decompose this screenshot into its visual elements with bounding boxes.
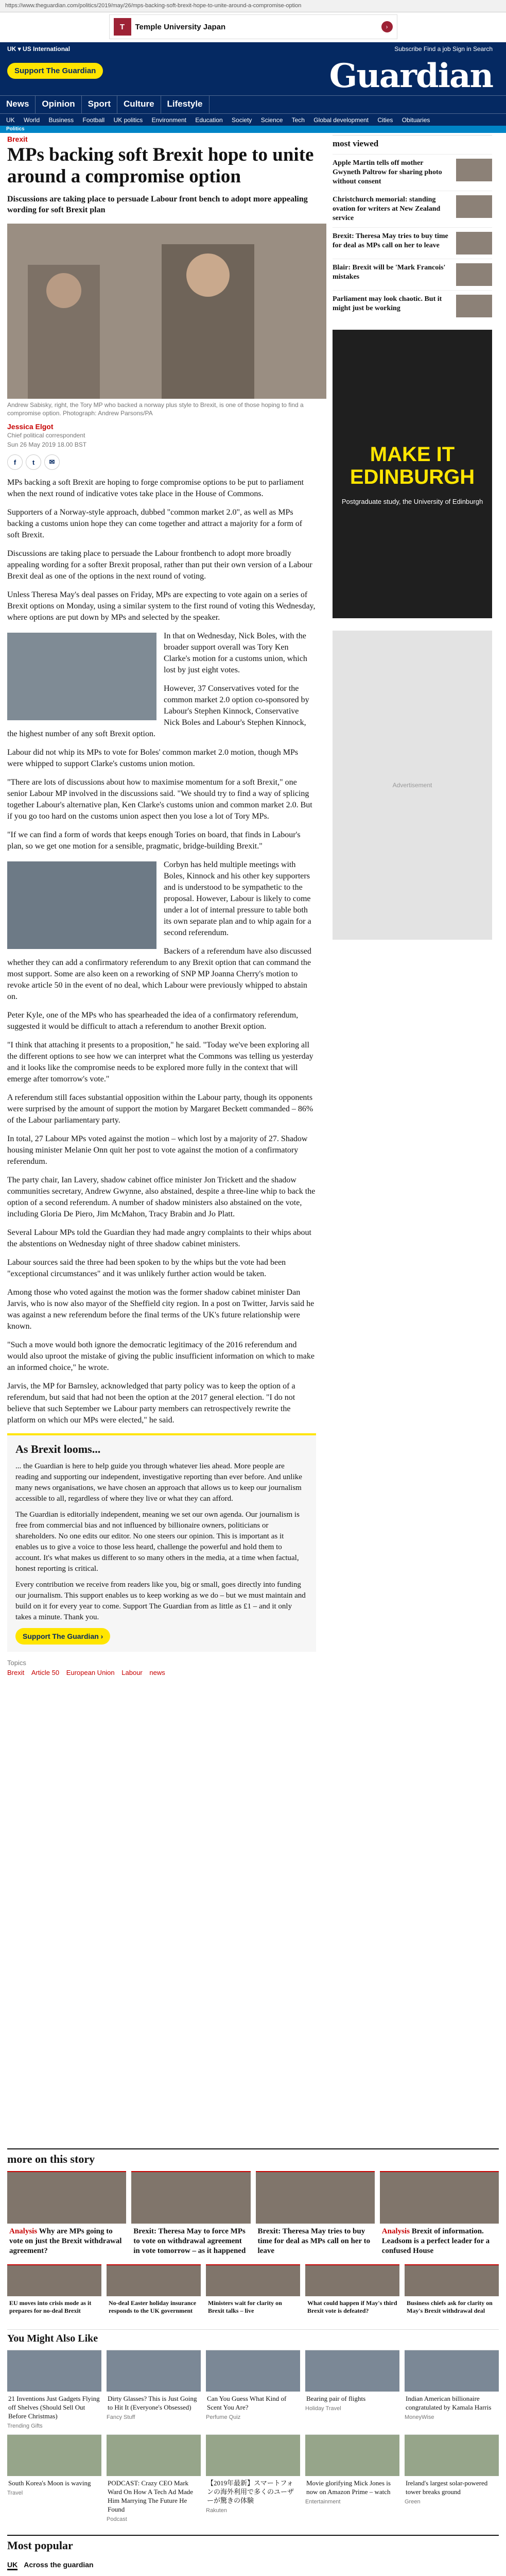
subnav-item[interactable]: Football [82, 116, 105, 124]
most-viewed-thumb [456, 232, 492, 255]
most-viewed-thumb [456, 263, 492, 286]
body-paragraph: Several Labour MPs told the Guardian they had made angry complaints to their whips about the abstentions on Wednesday night of three shadow cabinet ministers. [7, 1228, 311, 1248]
inline-photo [7, 861, 156, 949]
story-card[interactable] [131, 2171, 250, 2259]
ymal-heading: You Might Also Like [7, 2329, 499, 2345]
byline[interactable]: Jessica Elgot [7, 422, 54, 431]
most-viewed-thumb [456, 159, 492, 181]
pillar-culture[interactable]: Culture [117, 96, 161, 113]
ymal-source: Entertainment [305, 2499, 341, 2505]
contribution-epic [7, 1433, 316, 1652]
most-viewed-text: Brexit: Theresa May tries to buy time for deal as MPs call on her to leave [333, 232, 448, 249]
subnav-item[interactable]: World [24, 116, 40, 124]
ymal-card[interactable] [7, 2350, 101, 2429]
subnav-item[interactable]: Science [260, 116, 283, 124]
ymal-image [206, 2435, 300, 2476]
ymal-source: Fancy Stuff [107, 2414, 135, 2420]
inline-photo-image [7, 633, 156, 720]
topic-tag[interactable]: news [149, 1669, 165, 1676]
ymal-text: Movie glorifying Mick Jones is now on Amazon Prime – watch [306, 2479, 391, 2496]
ymal-text: Can You Guess What Kind of Scent You Are? [207, 2395, 287, 2411]
inline-photo [7, 633, 156, 720]
ymal-card[interactable] [405, 2434, 499, 2522]
ymal-text: 21 Inventions Just Gadgets Flying off Shelves (Should Sell Out Before Christmas) [8, 2395, 100, 2420]
ad-box[interactable] [109, 14, 397, 39]
body-paragraph: In total, 27 Labour MPs voted against the motion – which lost by a majority of 27. Shadow housing minister Melanie Onn quit her post to vote against the motion of a confirmatory referendum. [7, 1134, 308, 1166]
body-paragraph: Supporters of a Norway-style approach, dubbed "common market 2.0", as well as MPs backing a customs union hope they can come together and attract a majority for a form of soft Brexit. [7, 508, 303, 539]
pillar-news[interactable]: News [0, 96, 36, 113]
subnav-item[interactable]: UK [6, 116, 15, 124]
card-title [7, 2224, 126, 2259]
ad-headline: MAKE IT EDINBURGH [350, 443, 475, 488]
epic-paragraph: ... the Guardian is here to help guide you through whatever lies ahead. More people are reading and supporting our independent, investigative reporting than ever before. And unlike many news organisations, we have chosen an approach that allows us to keep our journalism accessible to all, regardless of where they live or what they can afford. [15, 1462, 302, 1503]
ad-logo: T [114, 18, 131, 36]
card-text: Brexit: Theresa May tries to buy time for deal as MPs call on her to leave [257, 2227, 371, 2255]
ymal-card[interactable] [7, 2434, 101, 2522]
body-paragraph: Backers of a referendum have also discussed whether they can add a confirmatory referendum to any Brexit option that can command the most support. Some are also keen on a reworking of SNP MP Joanna Cherry's motion to revoke article 50 in the event of no deal, which Labour were previously whipped to abstain on. [7, 947, 311, 1001]
subnav-item[interactable]: Cities [377, 116, 393, 124]
most-viewed-item[interactable] [333, 154, 492, 191]
ymal-image [7, 2350, 101, 2392]
subnav-item[interactable]: Business [48, 116, 74, 124]
ad-subtext: Postgraduate study, the University of Edinburgh [341, 497, 483, 505]
ymal-image [107, 2350, 201, 2392]
body-paragraph: "If we can find a form of words that keeps enough Tories on board, that finds in Labour's plan, so we get one motion for a sensible, pragmatic, bridge-building Brexit." [7, 831, 301, 851]
top-ad-banner [0, 12, 506, 42]
right-column [333, 135, 492, 940]
card-image [305, 2265, 399, 2296]
epic-support-button[interactable]: Support The Guardian › [15, 1628, 110, 1645]
most-viewed-text: Parliament may look chaotic. But it might just be working [333, 295, 442, 312]
story-card[interactable] [256, 2171, 375, 2259]
ymal-card[interactable] [107, 2434, 201, 2522]
card-text: Business chiefs ask for clarity on May's Brexit withdrawal deal [407, 2299, 493, 2314]
browser-url-bar[interactable]: https://www.theguardian.com/politics/2019/may/26/mps-backing-soft-brexit-hope-to-unite-around-a-compromise-option [0, 0, 506, 12]
share-bar [7, 454, 326, 470]
body-paragraph: The party chair, Ian Lavery, shadow cabinet office minister Jon Trickett and the shadow communities secretary, Andrew Gwynne, also abstained, despite a three-line whip to back the option of a second referendum. A number of shadow ministers also abstained on the vote, including Gloria De Piero, Jim McMahon, Tracy Brabin and Jo Platt. [7, 1176, 316, 1218]
card-image [7, 2265, 101, 2296]
small-story-cards [7, 2264, 499, 2318]
most-viewed-item[interactable] [333, 227, 492, 259]
small-story-card[interactable] [206, 2264, 300, 2318]
subnav-item[interactable]: Education [195, 116, 223, 124]
section-ribbon[interactable]: Politics [0, 126, 506, 133]
most-viewed-thumb [456, 195, 492, 218]
topic-tag[interactable]: Brexit [7, 1669, 25, 1676]
ymal-text: Bearing pair of flights [306, 2395, 366, 2402]
epic-paragraph: Every contribution we receive from readers like you, big or small, goes directly into funding our journalism. This support enables us to keep working as we do – but we must maintain and build on it for every year to come. Support The Guardian from as little as £1 – and it only takes a minute. Thank you. [15, 1581, 306, 1621]
epic-paragraph: The Guardian is editorially independent, meaning we set our own agenda. Our journalism is free from commercial bias and not influenced by billionaire owners, politicians or shareholders. No one edits our editor. No one steers our opinion. This is important as it enables us to give a voice to those less heard, challenge the powerful and hold them to account. It's what makes us different to so many others in the media, at a time when factual, honest reporting is critical. [15, 1511, 300, 1573]
sub-nav [0, 113, 506, 126]
ymal-row [7, 2350, 499, 2429]
ad-arrow-icon[interactable]: › [381, 21, 393, 32]
body-paragraph: Jarvis, the MP for Barnsley, acknowledged that party policy was to keep the option of a referendum, but said that had not been the option at the 2017 general election. "I do not believe that such September we Labour party members can retrospectively rewrite the platform on which our MPs were elected," he said. [7, 1382, 295, 1425]
story-cards [7, 2171, 499, 2259]
sidebar-ad-slot[interactable]: Advertisement [333, 631, 492, 940]
article-headline: MPs backing soft Brexit hope to unite around a compromise option [7, 144, 314, 187]
ymal-card[interactable] [305, 2350, 399, 2429]
tab-across-guardian[interactable]: Across the guardian [24, 2561, 94, 2569]
ymal-source: Holiday Travel [305, 2405, 341, 2412]
ymal-image [107, 2435, 201, 2476]
byline-role: Chief political correspondent [7, 432, 85, 439]
card-image [131, 2172, 250, 2224]
body-paragraph: Corbyn has held multiple meetings with Boles, Kinnock and his other key supporters and is understood to be sympathetic to the proposal. However, Labour is likely to come under a lot of internal pressure to table both its own separate plan and to whip again for a second referendum. [164, 860, 311, 937]
header-links[interactable]: Subscribe Find a job Sign in Search [394, 45, 493, 53]
most-viewed-text: Christchurch memorial: standing ovation for writers at New Zealand service [333, 196, 441, 222]
twitter-share-icon[interactable]: t [26, 454, 41, 470]
ymal-source: MoneyWise [405, 2414, 434, 2420]
most-viewed-text: Apple Martin tells off mother Gwyneth Paltrow for sharing photo without consent [333, 159, 442, 185]
body-paragraph: Labour sources said the three had been spoken to by the whips but the vote had been "exceptional circumstances" and it was unlikely further action would be taken. [7, 1258, 286, 1278]
main-photo-art [7, 224, 326, 399]
ymal-image [405, 2350, 499, 2392]
most-popular-heading: Most popular [7, 2535, 499, 2552]
ymal-image [206, 2350, 300, 2392]
publish-date: Sun 26 May 2019 18.00 BST [7, 441, 87, 448]
ymal-text: 【2019年最新】スマートフォンの海外利用で多くのユーザーが驚きの体験 [207, 2479, 294, 2504]
article-main [7, 135, 326, 1676]
ymal-text: Ireland's largest solar-powered tower breaks ground [406, 2479, 488, 2496]
body-paragraph: Discussions are taking place to persuade the Labour frontbench to adopt more broadly appealing wording for a softer Brexit proposal, rather than put their own version of a Labour Brexit deal as one of the options in the next round of voting. [7, 549, 312, 581]
card-image [405, 2265, 499, 2296]
ymal-card[interactable] [107, 2350, 201, 2429]
most-viewed-item[interactable] [333, 191, 492, 227]
most-viewed-text: Blair: Brexit will be 'Mark Francois' mistakes [333, 264, 446, 281]
ymal-card[interactable] [206, 2350, 300, 2429]
body-paragraph: Labour did not whip its MPs to vote for Boles' common market 2.0 motion, though MPs were whipped to support Clarke's customs union motion. [7, 748, 299, 768]
article-kicker[interactable]: Brexit [7, 135, 28, 143]
ad-text: Temple University Japan [135, 22, 226, 31]
ymal-text: Dirty Glasses? This is Just Going to Hit It (Everyone's Obsessed) [108, 2395, 197, 2411]
epic-heading: As Brexit looms... [15, 1443, 101, 1455]
card-image [256, 2172, 375, 2224]
body-paragraph: "I think that attaching it presents to a proposition," he said. "Today we've been exploring all the different options to see how we can interpret what the Commons was telling us yesterday and it looks like the compromise needs to be explored more fully in the context that will emerge after tomorrow's vote." [7, 1041, 313, 1083]
ymal-card[interactable] [206, 2434, 300, 2522]
ymal-image [305, 2350, 399, 2392]
most-viewed-thumb [456, 295, 492, 317]
topic-tag[interactable]: European Union [66, 1669, 115, 1676]
pillar-lifestyle[interactable]: Lifestyle [161, 96, 210, 113]
facebook-share-icon[interactable]: f [7, 454, 23, 470]
ymal-image [305, 2435, 399, 2476]
card-image [107, 2265, 201, 2296]
card-title [256, 2224, 375, 2259]
more-on-story-heading: more on this story [7, 2148, 499, 2166]
card-title [131, 2224, 250, 2259]
card-kicker: Analysis [9, 2227, 38, 2235]
body-paragraph: Peter Kyle, one of the MPs who has spearheaded the idea of a confirmatory referendum, suggested it would be difficult to attach a referendum to another Brexit option. [7, 1011, 299, 1031]
story-card[interactable] [7, 2171, 126, 2259]
article-body [7, 477, 316, 1676]
most-viewed-heading: most viewed [333, 135, 492, 149]
ymal-source: Travel [7, 2490, 23, 2496]
ymal-source: Podcast [107, 2516, 127, 2522]
pillar-opinion[interactable]: Opinion [36, 96, 81, 113]
card-image [206, 2265, 300, 2296]
card-image [380, 2172, 499, 2224]
small-story-card[interactable] [405, 2264, 499, 2318]
small-story-card[interactable] [305, 2264, 399, 2318]
most-popular-tabs [7, 2557, 499, 2573]
story-card[interactable] [380, 2171, 499, 2259]
topic-tag[interactable]: Article 50 [31, 1669, 60, 1676]
photo-caption: Andrew Sabisky, right, the Tory MP who backed a norway plus style to Brexit, is one of those hoping to find a compromise option. Photograph: Andrew Parsons/PA [7, 401, 304, 417]
ymal-source: Trending Gifts [7, 2423, 43, 2429]
topic-tag[interactable]: Labour [121, 1669, 143, 1676]
ymal-text: South Korea's Moon is waving [8, 2479, 91, 2487]
card-title [380, 2224, 499, 2259]
body-paragraph: A referendum still faces substantial opposition within the Labour party, though its opponents were surprised by the amount of support the motion by Margaret Beckett commanded – 86% of the Labour parliamentary party. [7, 1093, 313, 1125]
body-paragraph: "Such a move would both ignore the democratic legitimacy of the 2016 referendum and would also uproot the mistake of giving the public insufficient information on which to make an informed choice," he wrote. [7, 1341, 315, 1372]
topics [7, 1659, 316, 1676]
pillar-sport[interactable]: Sport [82, 96, 117, 113]
ymal-image [405, 2435, 499, 2476]
main-photo [7, 224, 326, 399]
ymal-text: PODCAST: Crazy CEO Mark Ward On How A Tech Ad Made Him Marrying The Future He Found [108, 2479, 194, 2513]
onward-section [7, 2148, 499, 2576]
card-kicker: Analysis [381, 2227, 410, 2235]
ymal-text: Indian American billionaire congratulated by Kamala Harris [406, 2395, 492, 2411]
edition-picker[interactable]: UK ▾ US International [7, 45, 71, 53]
body-paragraph: MPs backing a soft Brexit are hoping to forge compromise options to be put to parliament when the next round of indicative votes take place in the House of Commons. [7, 478, 304, 498]
small-story-card[interactable] [7, 2264, 101, 2318]
ymal-card[interactable] [305, 2434, 399, 2522]
card-text: What could happen if May's third Brexit vote is defeated? [307, 2299, 397, 2314]
subnav-item[interactable]: Society [232, 116, 252, 124]
body-paragraph: "There are lots of discussions about how to maximise momentum for a soft Brexit," one senior Labour MP involved in the discussions said. "We should try to find a way of splicing together Labour's alternative plan, Ken Clarke's customs union and common market 2.0. But if you go too hard on the customs union aspect then you lose a lot of Tory MPs. [7, 778, 312, 821]
email-share-icon[interactable]: ✉ [44, 454, 60, 470]
subnav-item[interactable]: UK politics [113, 116, 143, 124]
body-paragraph: Among those who voted against the motion was the former shadow cabinet minister Dan Jarvis, who is now also mayor of the Sheffield city region. In a post on Twitter, Jarvis said he was against a new referendum before the final terms of the UK's future relationship were known. [7, 1288, 315, 1331]
subnav-item[interactable]: Obituaries [402, 116, 430, 124]
ymal-source: Perfume Quiz [206, 2414, 241, 2420]
inline-photo-image [7, 861, 156, 949]
guardian-logo[interactable]: Guardian [329, 57, 493, 95]
body-paragraph: However, 37 Conservatives voted for the common market 2.0 option co-sponsored by Labour's Stephen Kinnock, Conservative Nick Boles and Labour's Stephen Kinnock, the highest number of any soft Brexit option. [7, 684, 309, 738]
most-viewed-item[interactable] [333, 259, 492, 290]
card-text: Brexit of information. Leadsom is a perfect leader for a confused House [381, 2227, 490, 2255]
card-text: Ministers wait for clarity on Brexit talks – live [208, 2299, 282, 2314]
edinburgh-ad[interactable] [333, 330, 492, 618]
ymal-card[interactable] [405, 2350, 499, 2429]
site-header [0, 42, 506, 126]
subnav-item[interactable]: Tech [291, 116, 305, 124]
card-text: EU moves into crisis mode as it prepares for no-deal Brexit [9, 2299, 92, 2314]
most-viewed-item[interactable] [333, 290, 492, 321]
ymal-source: Rakuten [206, 2507, 227, 2514]
small-story-card[interactable] [107, 2264, 201, 2318]
tab-uk[interactable]: UK [7, 2561, 18, 2570]
subnav-item[interactable]: Environment [151, 116, 186, 124]
card-image [7, 2172, 126, 2224]
pillar-nav [0, 95, 506, 113]
article-standfirst: Discussions are taking place to persuade Labour front bench to adopt more appealing wording for soft Brexit plan [7, 195, 308, 214]
body-paragraph: Unless Theresa May's deal passes on Friday, MPs are expecting to vote again on a series of Brexit options on Monday, using a similar system to the first round of voting this Wednesday, where options are put down by MPs and selected by the speaker. [7, 590, 316, 622]
support-button[interactable]: Support The Guardian [7, 63, 103, 79]
card-text: No-deal Easter holiday insurance responds to the UK government [109, 2299, 197, 2314]
card-text: Brexit: Theresa May to force MPs to vote on withdrawal agreement in vote tomorrow – as it happened [133, 2227, 246, 2255]
ymal-row [7, 2434, 499, 2522]
subnav-item[interactable]: Global development [313, 116, 369, 124]
body-paragraph: In that on Wednesday, Nick Boles, with the broader support overall was Tory Ken Clarke's motion for a customs union, which lost by just eight votes. [164, 632, 307, 674]
ymal-image [7, 2435, 101, 2476]
card-text: Why are MPs going to vote on just the Brexit withdrawal agreement? [9, 2227, 122, 2255]
topics-label: Topics [7, 1659, 26, 1667]
ymal-source: Green [405, 2499, 421, 2505]
